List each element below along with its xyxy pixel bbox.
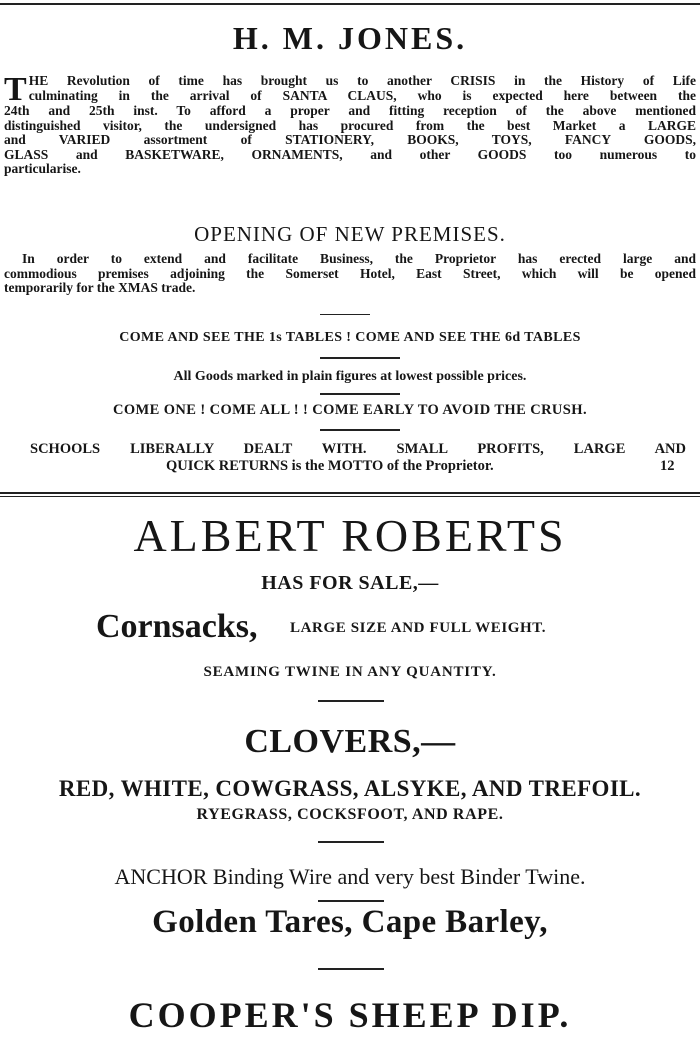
premises-line-1: In order to extend and facilitate Business, the Proprietor has erected large and bbox=[22, 251, 696, 266]
divider-short bbox=[320, 314, 370, 315]
top-rule bbox=[0, 3, 700, 5]
grasses-line: RYEGRASS, COCKSFOOT, AND RAPE. bbox=[196, 806, 504, 823]
intro-line-7: particularise. bbox=[4, 161, 81, 176]
divider-short bbox=[320, 357, 400, 359]
cornsacks-label: Cornsacks, bbox=[96, 608, 258, 645]
come-line: COME ONE ! COME ALL ! ! COME EARLY TO AVOID THE CRUSH. bbox=[113, 402, 587, 418]
cornsacks-note: LARGE SIZE AND FULL WEIGHT. bbox=[290, 620, 547, 636]
divider-short bbox=[318, 968, 384, 970]
premises-paragraph bbox=[4, 252, 696, 296]
clover-types-line: RED, WHITE, COWGRASS, ALSYKE, AND TREFOIL. bbox=[58, 776, 642, 801]
tares-barley-line: Golden Tares, Cape Barley, bbox=[152, 904, 548, 940]
divider-short bbox=[320, 429, 400, 431]
divider-short bbox=[318, 700, 384, 702]
plain-figures-line: All Goods marked in plain figures at lowest possible prices. bbox=[173, 369, 527, 384]
clovers-heading: CLOVERS,— bbox=[244, 723, 456, 760]
schools-line-2: QUICK RETURNS is the MOTTO of the Proprietor. bbox=[166, 458, 494, 474]
intro-line-3: 24th and 25th inst. To afford a proper and fitting reception of the above mentioned bbox=[4, 103, 696, 118]
ad-separator-rule bbox=[0, 492, 700, 494]
sheep-dip-line: COOPER'S SHEEP DIP. bbox=[128, 995, 572, 1035]
divider-short bbox=[318, 900, 384, 902]
intro-line-5: and VARIED assortment of STATIONERY, BOOKS, TOYS, FANCY GOODS, bbox=[4, 132, 696, 147]
intro-line-6: GLASS and BASKETWARE, ORNAMENTS, and other GOODS too numerous to bbox=[4, 146, 696, 162]
jones-intro-paragraph bbox=[4, 71, 696, 177]
reference-number: 12 bbox=[660, 458, 675, 474]
tables-line: COME AND SEE THE 1s TABLES ! COME AND SEE THE 6d TABLES bbox=[119, 330, 581, 345]
for-sale-line: HAS FOR SALE,— bbox=[261, 572, 439, 594]
schools-line-1: SCHOOLS LIBERALLY DEALT WITH. SMALL PROFITS, LARGE AND bbox=[30, 441, 686, 457]
intro-dropcap: T bbox=[4, 71, 27, 108]
twine-line: SEAMING TWINE IN ANY QUANTITY. bbox=[203, 664, 497, 680]
divider-short bbox=[320, 393, 400, 395]
jones-heading: H. M. JONES. bbox=[232, 20, 468, 56]
intro-line-4: distinguished visitor, the undersigned has procured from the best Market a LARGE bbox=[4, 117, 696, 133]
intro-line-2: culminating in the arrival of SANTA CLAUS, who is expected here between the bbox=[28, 87, 696, 103]
opening-subheading: OPENING OF NEW PREMISES. bbox=[194, 222, 506, 246]
ad-separator-rule bbox=[0, 496, 700, 497]
binding-wire-line: ANCHOR Binding Wire and very best Binder Twine. bbox=[114, 864, 586, 889]
premises-line-2: commodious premises adjoining the Somerset Hotel, East Street, which will be opened bbox=[4, 265, 696, 281]
premises-line-3: temporarily for the XMAS trade. bbox=[4, 280, 196, 295]
divider-short bbox=[318, 841, 384, 843]
roberts-heading: ALBERT ROBERTS bbox=[133, 510, 567, 561]
intro-line-1: HE Revolution of time has brought us to another CRISIS in the History of Life bbox=[28, 73, 696, 88]
